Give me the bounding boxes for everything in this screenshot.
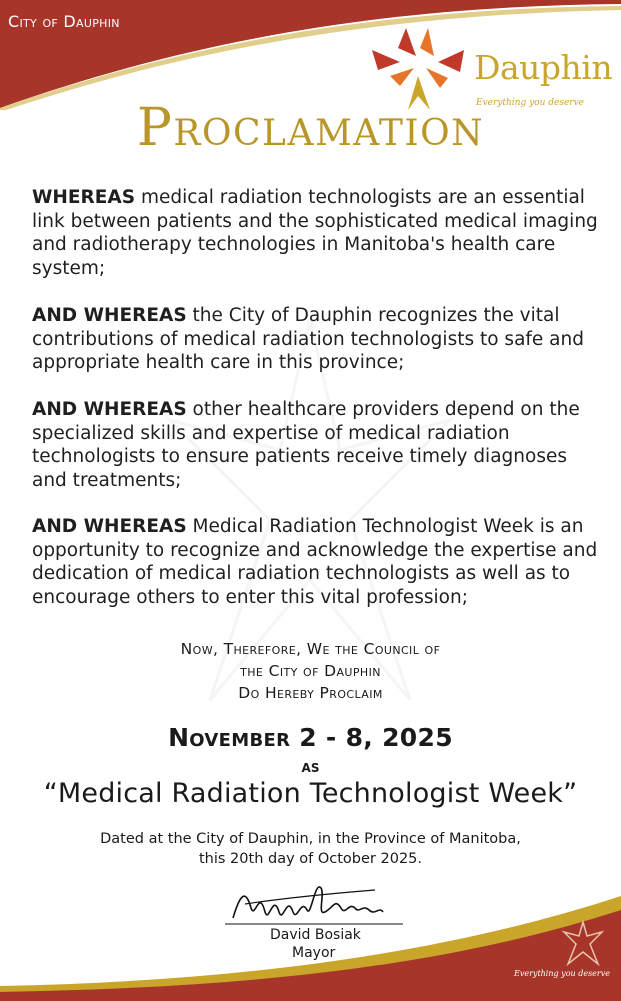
- dated-line-2: this 20th day of October 2025.: [198, 851, 422, 867]
- proclamation-dates: November 2 - 8, 2025: [168, 723, 453, 752]
- resolution-line-2: the City of Dauphin: [240, 662, 381, 680]
- resolution-line-1: Now, Therefore, We the Council of: [180, 640, 441, 658]
- paragraph-text: the City of Dauphin recognizes the vital contributions of medical radiation technologists to safe and appropriate health care in this province;: [32, 305, 584, 373]
- paragraph-text: Medical Radiation Technologist Week is an opportunity to recognize and acknowledge the expertise and dedication of medical radiation technologists as well as to encourage others to enter this vital profession;: [32, 516, 598, 608]
- as-label: AS: [301, 761, 320, 775]
- week-name: “Medical Radiation Technologist Week”: [43, 778, 578, 809]
- signatory-title: Mayor: [292, 945, 336, 961]
- dated-line-1: Dated at the City of Dauphin, in the Province of Manitoba,: [100, 831, 521, 847]
- paragraph-text: other healthcare providers depend on the specialized skills and expertise of medical radiation technologists to ensure patients receive timely diagnoses and treatments;: [32, 399, 580, 491]
- footer-tagline: Everything you deserve: [514, 969, 610, 978]
- paragraph-lead: AND WHEREAS: [32, 516, 187, 537]
- logo-wordmark: Dauphin: [474, 48, 613, 87]
- logo-tagline: Everything you deserve: [476, 98, 584, 108]
- resolution-line-3: Do Hereby Proclaim: [238, 684, 383, 702]
- signatory-name: David Bosiak: [270, 927, 361, 943]
- footer-figure-icon: [558, 918, 608, 968]
- paragraph-lead: AND WHEREAS: [32, 305, 187, 326]
- page-title: Proclamation: [136, 98, 485, 158]
- header-city-label: City of Dauphin: [8, 12, 120, 31]
- paragraph-text: medical radiation technologists are an essential link between patients and the sophisticated medical imaging and radiotherapy technologies in Manitoba's health care system;: [32, 187, 598, 279]
- paragraph-lead: AND WHEREAS: [32, 399, 187, 420]
- paragraph-lead: WHEREAS: [32, 187, 136, 208]
